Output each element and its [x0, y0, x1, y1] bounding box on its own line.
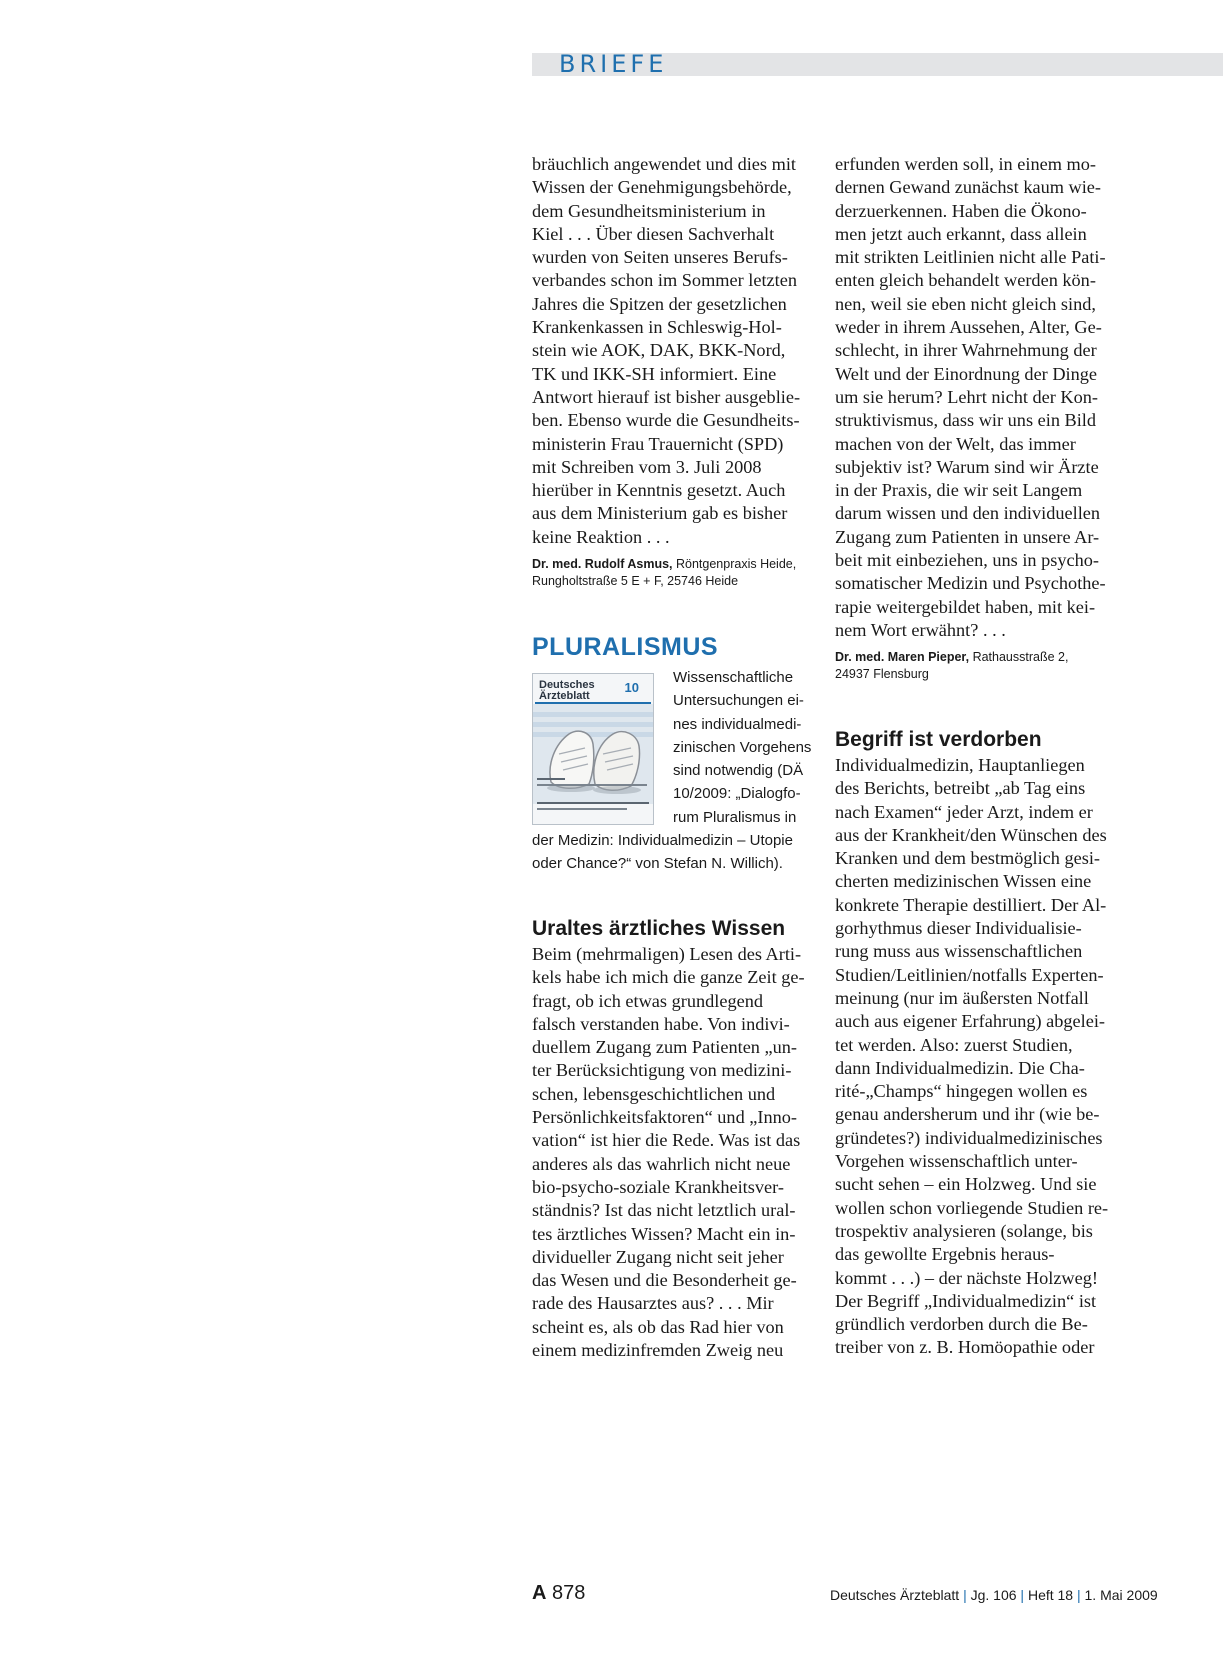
text-line: ter Berücksichtigung von medizini-: [532, 1060, 792, 1081]
cover-text-block: [537, 778, 565, 780]
page-prefix: A: [532, 1582, 547, 1604]
magazine-cover-thumbnail: [532, 673, 654, 825]
text-line: wurden von Seiten unseres Berufs-: [532, 247, 788, 268]
headline-begriff: Begriff ist verdorben: [835, 728, 1042, 751]
text-line: beit mit einbeziehen, uns in psycho-: [835, 550, 1099, 571]
text-line: men jetzt auch erkannt, dass allein: [835, 223, 1087, 244]
text-line: Wissenschaftliche: [673, 669, 794, 686]
signature-affiliation: Rathausstraße 2,: [969, 650, 1069, 665]
text-line: aus dem Ministerium gab es bisher: [532, 503, 788, 524]
letter-body-begriff: [835, 754, 1120, 1360]
section-header-label: BRIEFE: [559, 50, 668, 78]
cover-title: Deutsches Ärzteblatt: [539, 679, 595, 702]
text-line: gorhythmus dieser Individualisie-: [835, 918, 1082, 939]
text-line: sind notwendig (DÄ: [673, 762, 804, 780]
text-line: rapie weitergebildet haben, mit kei-: [835, 596, 1096, 617]
signature-name: Dr. med. Rudolf Asmus,: [532, 557, 673, 572]
text-line: auch aus eigener Erfahrung) abgelei-: [835, 1011, 1106, 1032]
text-line: tet werden. Also: zuerst Studien,: [835, 1034, 1073, 1055]
text-line: gründlich verdorben durch die Be-: [835, 1314, 1088, 1335]
text-line: stein wie AOK, DAK, BKK-Nord,: [532, 340, 786, 361]
text-line: somatischer Medizin und Psychothe-: [835, 573, 1106, 594]
text-line: Untersuchungen ei-: [673, 692, 804, 710]
text-line: dividueller Zugang nicht seit jeher: [532, 1246, 784, 1267]
text-line: Jahres die Spitzen der gesetzlichen: [532, 293, 787, 314]
right-column: [835, 153, 1120, 683]
footer-separator: |: [963, 1587, 967, 1603]
text-line: nen, weil sie eben nicht gleich sind,: [835, 293, 1096, 314]
signature-affiliation: Röntgenpraxis Heide,: [672, 557, 797, 572]
text-line: Antwort hierauf ist bisher ausgeblie-: [532, 386, 801, 407]
sneakers-icon: [533, 704, 653, 804]
text-line: verbandes schon im Sommer letzten: [532, 270, 798, 291]
text-line: mit Schreiben vom 3. Juli 2008: [532, 456, 762, 477]
cover-text-block: [537, 784, 647, 786]
text-line: trospektiv analysieren (solange, bis: [835, 1220, 1093, 1241]
text-line: TK und IKK-SH informiert. Eine: [532, 363, 777, 384]
signature-asmus: [532, 556, 817, 590]
text-line: duellem Zugang zum Patienten „un-: [532, 1037, 797, 1058]
text-line: mit strikten Leitlinien nicht alle Pati-: [835, 247, 1106, 268]
text-line: ministerin Frau Trauernicht (SPD): [532, 433, 784, 454]
text-line: Persönlichkeitsfaktoren“ und „Inno-: [532, 1107, 797, 1128]
text-line: schlecht, in ihrer Wahrnehmung der: [835, 340, 1097, 361]
letter-continuation-right: [835, 153, 1120, 642]
text-line: genau andersherum und ihr (wie be-: [835, 1104, 1100, 1125]
footer-volume: Jg. 106: [970, 1587, 1017, 1603]
footer-date: 1. Mai 2009: [1084, 1587, 1158, 1603]
text-line: zinischen Vorgehens: [673, 738, 812, 756]
cover-text-block: [537, 808, 627, 810]
text-line: bio-psycho-soziale Krankheitsver-: [532, 1176, 784, 1197]
text-line: Individualmedizin, Hauptanliegen: [835, 755, 1085, 775]
signature-address: Rungholtstraße 5 E + F, 25746 Heide: [532, 574, 739, 589]
text-line: cherten medizinischen Wissen eine: [835, 871, 1092, 892]
footer-issue: Heft 18: [1027, 1587, 1074, 1603]
text-line: subjektiv ist? Warum sind wir Ärzte: [835, 456, 1099, 477]
pluralismus-teaser-narrow: [673, 666, 811, 829]
text-line: struktivismus, dass wir uns ein Bild: [835, 410, 1097, 431]
text-line: kels habe ich mich die ganze Zeit ge-: [532, 967, 805, 988]
text-line: rung muss aus wissenschaftlichen: [835, 941, 1083, 962]
text-line: 10/2009: „Dialogfo-: [673, 785, 801, 803]
letter-uraltes: [532, 915, 817, 1362]
cover-text-block: [537, 802, 649, 804]
text-line: Zugang zum Patienten in unsere Ar-: [835, 526, 1100, 547]
text-line: Der Begriff „Individualmedizin“ ist: [835, 1290, 1097, 1311]
page-number: [532, 1580, 585, 1606]
text-line: dann Individualmedizin. Die Cha-: [835, 1057, 1085, 1078]
text-line: vation“ ist hier die Rede. Was ist das: [532, 1130, 801, 1151]
cover-issue-number: 10: [624, 680, 639, 695]
text-line: darum wissen und den individuellen: [835, 503, 1101, 524]
pluralismus-teaser-wide: [532, 829, 793, 876]
headline-uraltes: Uraltes ärztliches Wissen: [532, 917, 786, 940]
letter-begriff: [835, 726, 1120, 1360]
footer-journal: Deutsches Ärzteblatt: [830, 1587, 960, 1603]
text-line: tes ärztliches Wissen? Macht ein in-: [532, 1223, 796, 1244]
text-line: um sie herum? Lehrt nicht der Kon-: [835, 386, 1098, 407]
text-line: bräuchlich angewendet und dies mit: [532, 154, 796, 174]
footer-separator: |: [1020, 1587, 1025, 1603]
text-line: nem Wort erwähnt? . . .: [835, 619, 1006, 640]
text-line: Kranken und dem bestmöglich gesi-: [835, 848, 1101, 869]
letter-continuation-left: [532, 153, 817, 549]
text-line: aus der Krankheit/den Wünschen des: [835, 824, 1107, 845]
text-line: keine Reaktion . . .: [532, 526, 670, 547]
text-line: in der Praxis, die wir seit Langem: [835, 480, 1083, 501]
text-line: das Wesen und die Besonderheit ge-: [532, 1270, 797, 1291]
section-title-pluralismus: PLURALISMUS: [532, 633, 719, 661]
signature-name: Dr. med. Maren Pieper,: [835, 650, 970, 665]
footer-citation: [830, 1585, 1158, 1605]
text-line: nes individualmedi-: [673, 715, 802, 733]
letter-body-uraltes: [532, 943, 817, 1362]
text-line: meinung (nur im äußersten Notfall: [835, 987, 1089, 1008]
text-line: Beim (mehrmaligen) Lesen des Arti-: [532, 944, 802, 964]
text-line: nach Examen“ jeder Arzt, indem er: [835, 801, 1093, 822]
text-line: oder Chance?“ von Stefan N. Willich).: [532, 855, 783, 873]
text-line: erfunden werden soll, in einem mo-: [835, 154, 1096, 174]
text-line: anderes als das wahrlich nicht neue: [532, 1153, 791, 1174]
text-line: Welt und der Einordnung der Dinge: [835, 363, 1098, 384]
text-line: Wissen der Genehmigungsbehörde,: [532, 177, 792, 198]
text-line: treiber von z. B. Homöopathie oder: [835, 1337, 1095, 1358]
text-line: rité-„Champs“ hingegen wollen es: [835, 1081, 1088, 1102]
text-line: einem medizinfremden Zweig neu: [532, 1340, 784, 1361]
text-line: hierüber in Kenntnis gesetzt. Auch: [532, 480, 786, 501]
text-line: Kiel . . . Über diesen Sachverhalt: [532, 223, 775, 244]
text-line: rum Pluralismus in: [673, 808, 797, 826]
text-line: enten gleich behandelt werden kön-: [835, 270, 1096, 291]
text-line: fragt, ob ich etwas grundlegend: [532, 990, 763, 1011]
text-line: der Medizin: Individualmedizin – Utopie: [532, 832, 793, 849]
text-line: derzuerkennen. Haben die Ökono-: [835, 200, 1087, 221]
text-line: rade des Hausarztes aus? . . . Mir: [532, 1293, 774, 1314]
text-line: gründetes?) individualmedizinisches: [835, 1127, 1103, 1148]
page-number-value: 878: [552, 1582, 586, 1604]
text-line: scheint es, als ob das Rad hier von: [532, 1316, 784, 1337]
text-line: Krankenkassen in Schleswig-Hol-: [532, 317, 782, 338]
text-line: Studien/Leitlinien/notfalls Experten-: [835, 964, 1104, 985]
footer-separator: |: [1076, 1587, 1081, 1603]
text-line: machen von der Welt, das immer: [835, 433, 1076, 454]
text-line: sucht sehen – ein Holzweg. Und sie: [835, 1174, 1097, 1195]
signature-address: 24937 Flensburg: [835, 667, 929, 682]
text-line: dernen Gewand zunächst kaum wie-: [835, 177, 1101, 198]
text-line: konkrete Therapie destilliert. Der Al-: [835, 894, 1107, 915]
text-line: falsch verstanden habe. Von indivi-: [532, 1013, 790, 1034]
text-line: weder in ihrem Aussehen, Alter, Ge-: [835, 317, 1102, 338]
text-line: kommt . . .) – der nächste Holzweg!: [835, 1267, 1098, 1288]
text-line: das gewollte Ergebnis heraus-: [835, 1244, 1055, 1265]
text-line: wollen schon vorliegende Studien re-: [835, 1197, 1109, 1218]
left-column: [532, 153, 817, 590]
text-line: schen, lebensgeschichtlichen und: [532, 1083, 776, 1104]
signature-pieper: [835, 649, 1120, 683]
text-line: Vorgehen wissenschaftlich unter-: [835, 1151, 1078, 1172]
text-line: ben. Ebenso wurde die Gesundheits-: [532, 410, 800, 431]
text-line: ständnis? Ist das nicht letztlich ural-: [532, 1200, 796, 1221]
text-line: dem Gesundheitsministerium in: [532, 200, 766, 221]
text-line: des Berichts, betreibt „ab Tag eins: [835, 778, 1086, 799]
